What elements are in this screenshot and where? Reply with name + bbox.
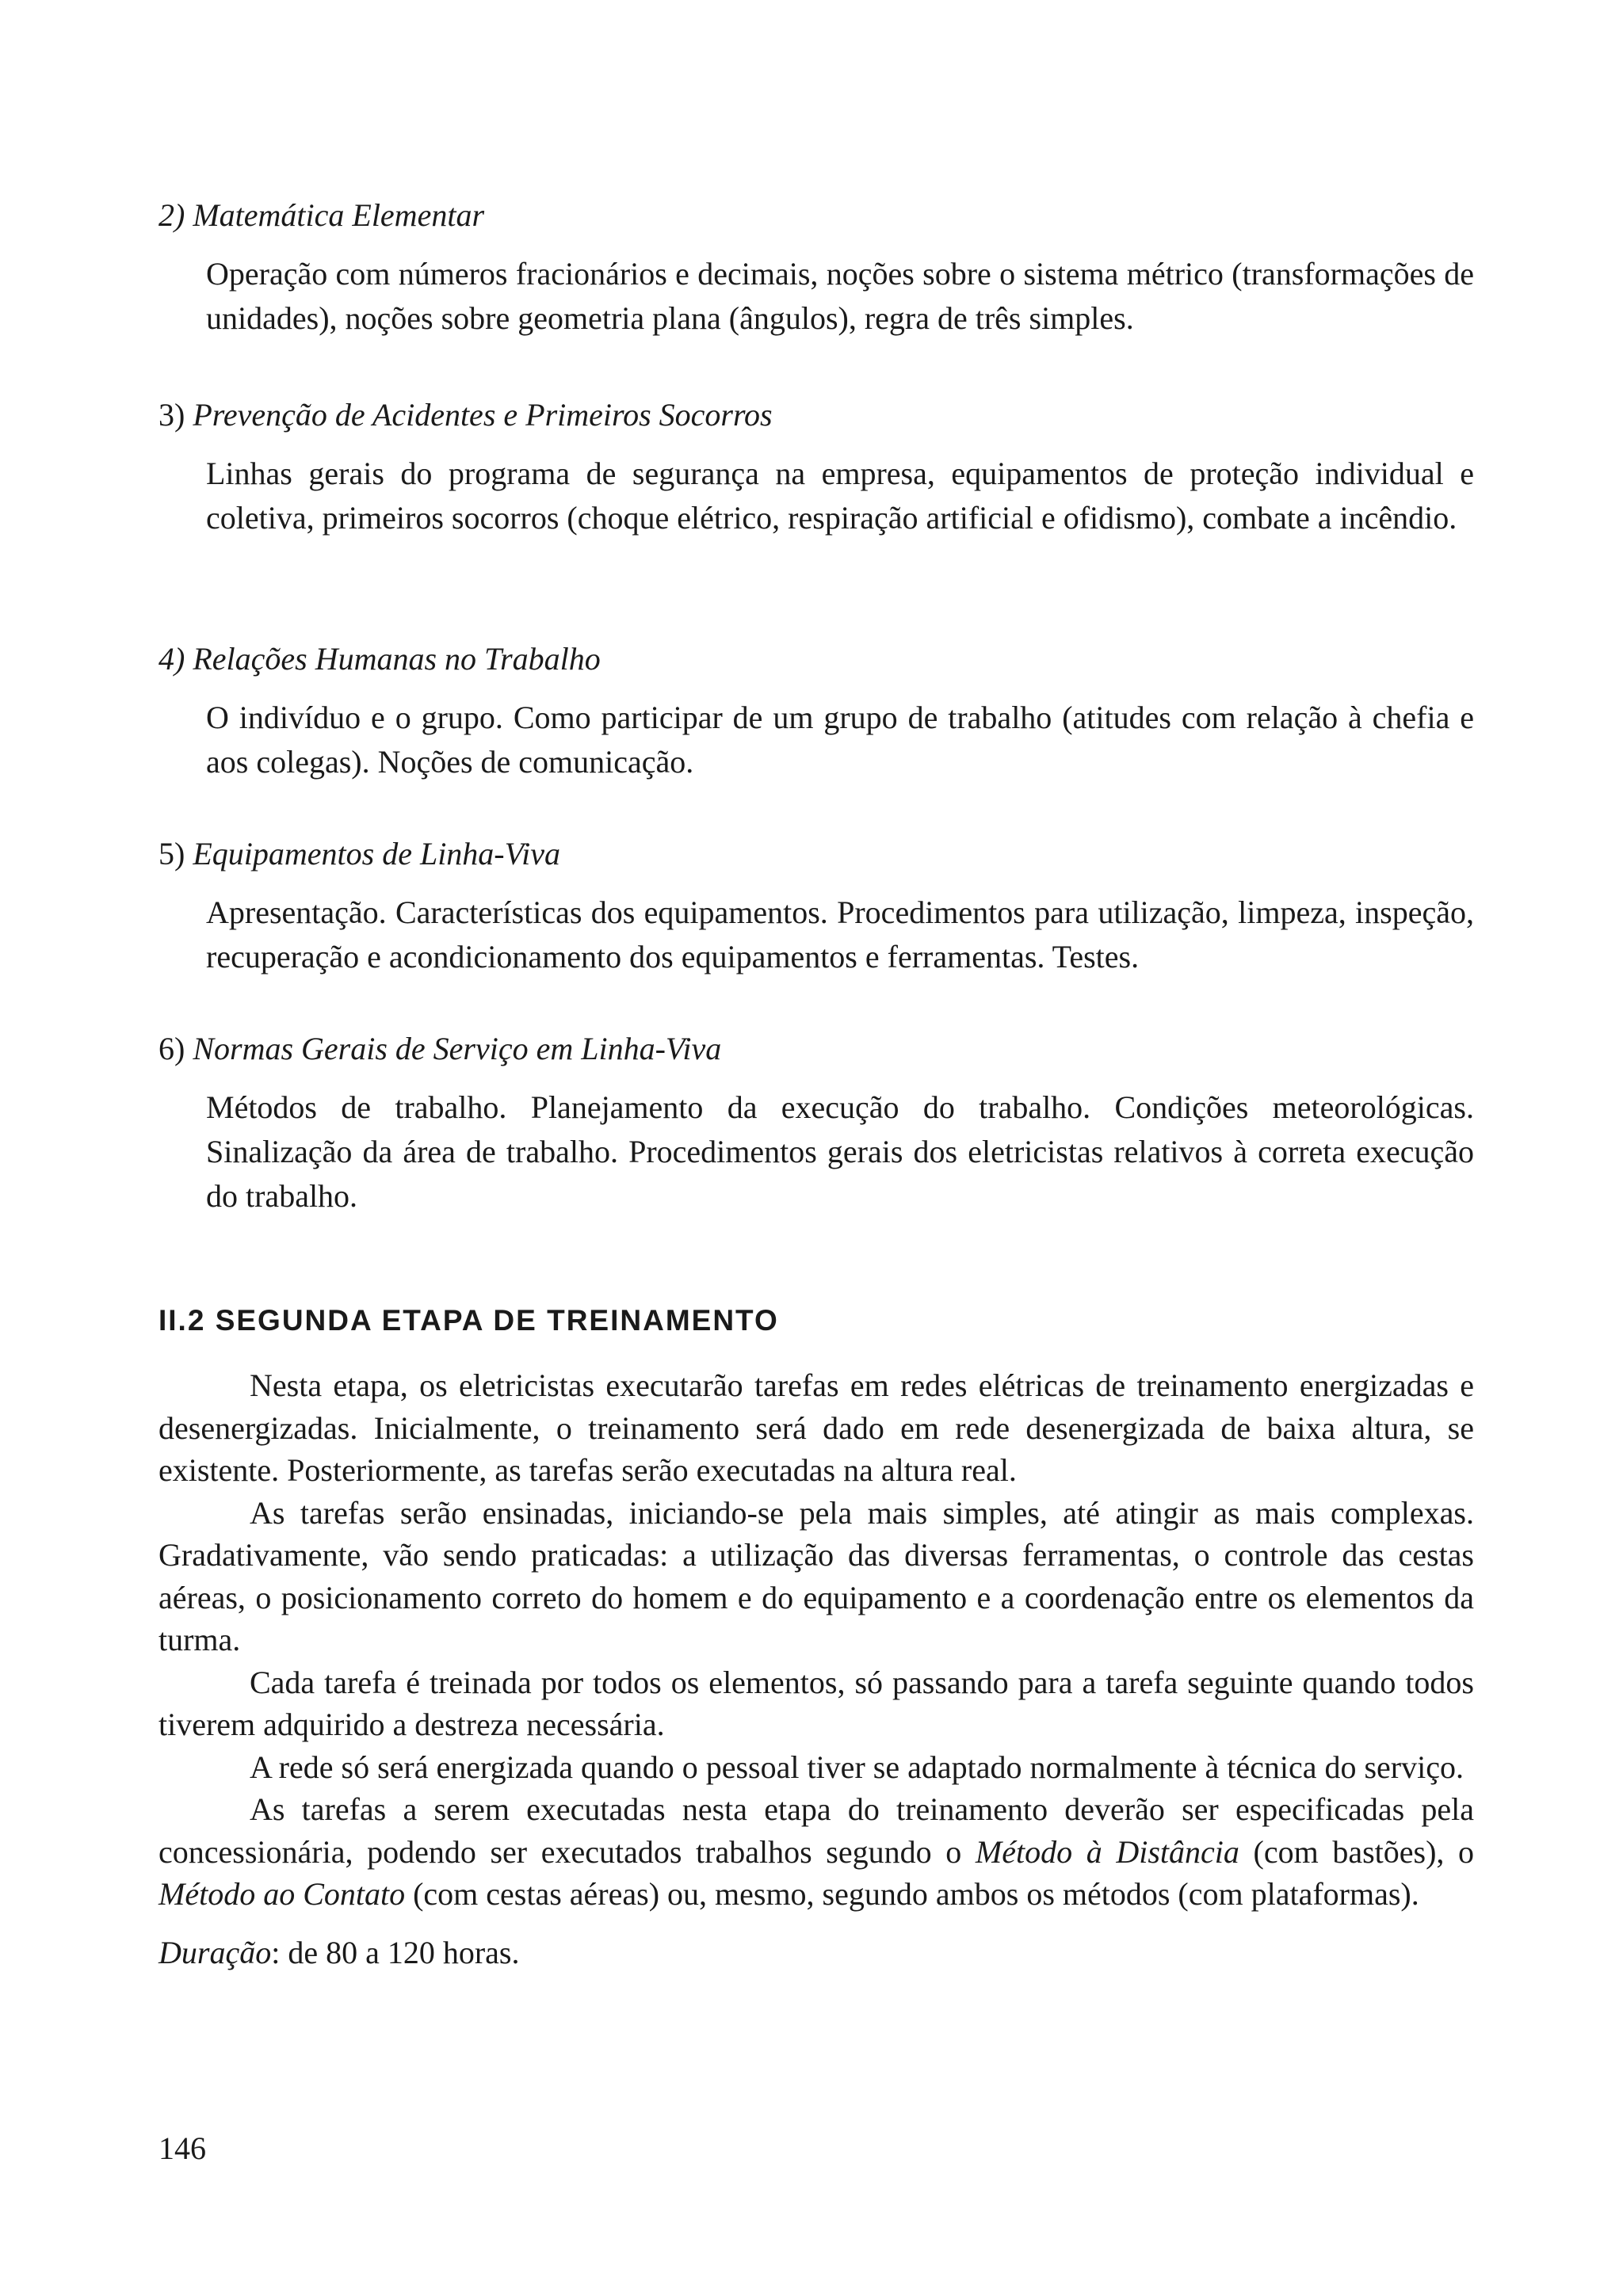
topic-4-title (158, 640, 1474, 678)
topic-4-number: 4) (158, 641, 185, 677)
duration-label: Duração (158, 1934, 272, 1970)
topic-2 (158, 196, 1474, 341)
topic-3-number: 3) (158, 397, 185, 433)
topic-2-title (158, 196, 1474, 235)
topic-6-body: Métodos de trabalho. Planejamento da execução do trabalho. Condições meteorológicas. Sinalização da área de trabalho. Procedimentos gerais dos eletricistas relativos à correta execução do trabalho. (206, 1089, 1474, 1214)
duration-line (158, 1932, 1474, 1974)
topic-5-title-text: Equipamentos de Linha-Viva (193, 836, 560, 871)
topic-5-number: 5) (158, 836, 185, 871)
topic-6-title-text: Normas Gerais de Serviço em Linha-Viva (193, 1031, 722, 1066)
topic-2-title-text: Matemática Elementar (193, 197, 485, 233)
section-paragraph-1: Nesta etapa, os eletricistas executarão tarefas em redes elétricas de treinamento energizadas e desenergizadas. Inicialmente, o treinamento será dado em rede desenergizada de baixa altura, se existente. Posteriormente, as tarefas serão executadas na altura real. (158, 1367, 1474, 1488)
duration-value: : de 80 a 120 horas. (271, 1934, 520, 1970)
section-body (158, 1364, 1474, 1974)
paragraph-5-part2: (com bastões), o (1239, 1833, 1475, 1870)
topic-5 (158, 835, 1474, 979)
topic-4 (158, 640, 1474, 784)
section-paragraph-2: As tarefas serão ensinadas, iniciando-se pela mais simples, até atingir as mais complexas. Gradativamente, vão sendo praticadas: a utilização das diversas ferramentas, o controle das cestas aéreas, o posicionamento correto do homem e do equipamento e a coordenação entre os elementos da turma. (158, 1494, 1474, 1657)
page-number: 146 (158, 2130, 206, 2166)
topic-4-body: O indivíduo e o grupo. Como participar de um grupo de trabalho (atitudes com relação à chefia e aos colegas). Noções de comunicação. (206, 700, 1474, 780)
topic-3-title-text: Prevenção de Acidentes e Primeiros Socorros (193, 397, 773, 433)
topic-2-number: 2) (158, 197, 185, 233)
topic-2-body: Operação com números fracionários e decimais, noções sobre o sistema métrico (transformações de unidades), noções sobre geometria plana (ângulos), regra de três simples. (206, 256, 1474, 336)
topic-4-title-text: Relações Humanas no Trabalho (193, 641, 601, 677)
topic-3 (158, 396, 1474, 540)
topic-6-number: 6) (158, 1031, 185, 1066)
topic-5-body: Apresentação. Características dos equipamentos. Procedimentos para utilização, limpeza, inspeção, recuperação e acondicionamento dos equipamentos e ferramentas. Testes. (206, 894, 1474, 974)
method-contact: Método ao Contato (158, 1876, 406, 1912)
topic-6 (158, 1030, 1474, 1219)
topic-5-title (158, 835, 1474, 873)
section-paragraph-3: Cada tarefa é treinada por todos os elementos, só passando para a tarefa seguinte quando todos tiverem adquirido a destreza necessária. (158, 1664, 1474, 1742)
section-heading: II.2 SEGUNDA ETAPA DE TREINAMENTO (158, 1304, 779, 1337)
paragraph-5-part3: (com cestas aéreas) ou, mesmo, segundo ambos os métodos (com plataformas). (405, 1876, 1419, 1912)
paragraph-5-part1: As tarefas a serem executadas nesta etapa do treinamento deverão ser especificadas pela concessionária, podendo ser executados trabalhos segundo o (158, 1791, 1474, 1870)
topic-6-title (158, 1030, 1474, 1068)
topic-3-body: Linhas gerais do programa de segurança na empresa, equipamentos de proteção individual e coletiva, primeiros socorros (choque elétrico, respiração artificial e ofidismo), combate a incêndio. (206, 456, 1474, 536)
section-paragraph-5 (158, 1788, 1474, 1916)
section-paragraph-4: A rede só será energizada quando o pessoal tiver se adaptado normalmente à técnica do serviço. (250, 1749, 1464, 1785)
topic-3-title (158, 396, 1474, 434)
method-distance: Método à Distância (975, 1833, 1239, 1870)
